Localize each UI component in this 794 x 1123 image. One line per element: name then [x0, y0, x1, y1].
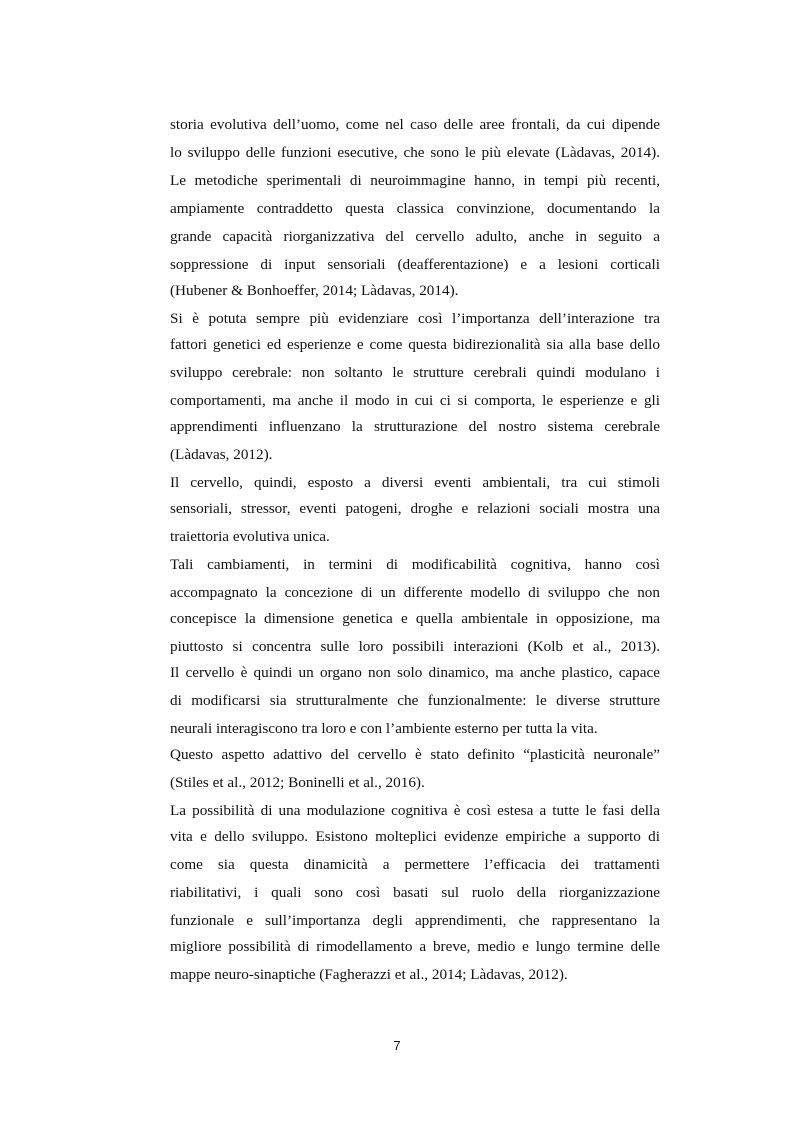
text-line: accompagnato la concezione di un differente modello di sviluppo che non: [170, 584, 660, 601]
text-line: Il cervello è quindi un organo non solo dinamico, ma anche plastico, capace: [170, 664, 660, 681]
text-line: (Làdavas, 2012).: [170, 446, 273, 463]
text-line: mappe neuro-sinaptiche (Fagherazzi et al., 2014; Làdavas, 2012).: [170, 966, 568, 983]
text-line: Tali cambiamenti, in termini di modificabilità cognitiva, hanno così: [170, 556, 660, 573]
text-line: Le metodiche sperimentali di neuroimmagine hanno, in tempi più recenti,: [170, 172, 660, 189]
text-line: migliore possibilità di rimodellamento a breve, medio e lungo termine delle: [170, 938, 660, 955]
text-line: fattori genetici ed esperienze e come questa bidirezionalità sia alla base dello: [170, 336, 660, 353]
text-line: Si è potuta sempre più evidenziare così l’importanza dell’interazione tra: [170, 310, 660, 327]
text-line: Questo aspetto adattivo del cervello è stato definito “plasticità neuronale”: [170, 746, 660, 763]
text-line: piuttosto si concentra sulle loro possibili interazioni (Kolb et al., 2013).: [170, 638, 660, 655]
text-line: (Hubener & Bonhoeffer, 2014; Làdavas, 2014).: [170, 282, 459, 299]
text-line: lo sviluppo delle funzioni esecutive, che sono le più elevate (Làdavas, 2014).: [170, 144, 660, 161]
text-line: La possibilità di una modulazione cognitiva è così estesa a tutte le fasi della: [170, 802, 660, 819]
text-line: concepisce la dimensione genetica e quella ambientale in opposizione, ma: [170, 610, 660, 627]
text-line: comportamenti, ma anche il modo in cui ci si comporta, le esperienze e gli: [170, 392, 660, 409]
text-line: sviluppo cerebrale: non soltanto le strutture cerebrali quindi modulano i: [170, 364, 660, 381]
text-line: sensoriali, stressor, eventi patogeni, droghe e relazioni sociali mostra una: [170, 500, 660, 517]
text-line: Il cervello, quindi, esposto a diversi eventi ambientali, tra cui stimoli: [170, 474, 660, 491]
text-line: neurali interagiscono tra loro e con l’ambiente esterno per tutta la vita.: [170, 720, 598, 737]
text-line: di modificarsi sia strutturalmente che funzionalmente: le diverse strutture: [170, 692, 660, 709]
page-number: 7: [393, 1038, 401, 1053]
text-line: grande capacità riorganizzativa del cervello adulto, anche in seguito a: [170, 228, 660, 245]
text-line: apprendimenti influenzano la strutturazione del nostro sistema cerebrale: [170, 418, 660, 435]
text-line: storia evolutiva dell’uomo, come nel caso delle aree frontali, da cui dipende: [170, 116, 660, 133]
text-line: ampiamente contraddetto questa classica convinzione, documentando la: [170, 200, 660, 217]
text-line: riabilitativi, i quali sono così basati sul ruolo della riorganizzazione: [170, 884, 660, 901]
text-line: funzionale e sull’importanza degli apprendimenti, che rappresentano la: [170, 912, 660, 929]
text-line: soppressione di input sensoriali (deafferentazione) e a lesioni corticali: [170, 256, 660, 273]
text-line: vita e dello sviluppo. Esistono molteplici evidenze empiriche a supporto di: [170, 828, 660, 845]
text-line: traiettoria evolutiva unica.: [170, 528, 330, 545]
text-line: (Stiles et al., 2012; Boninelli et al., 2016).: [170, 774, 425, 791]
text-line: come sia questa dinamicità a permettere l’efficacia dei trattamenti: [170, 856, 660, 873]
